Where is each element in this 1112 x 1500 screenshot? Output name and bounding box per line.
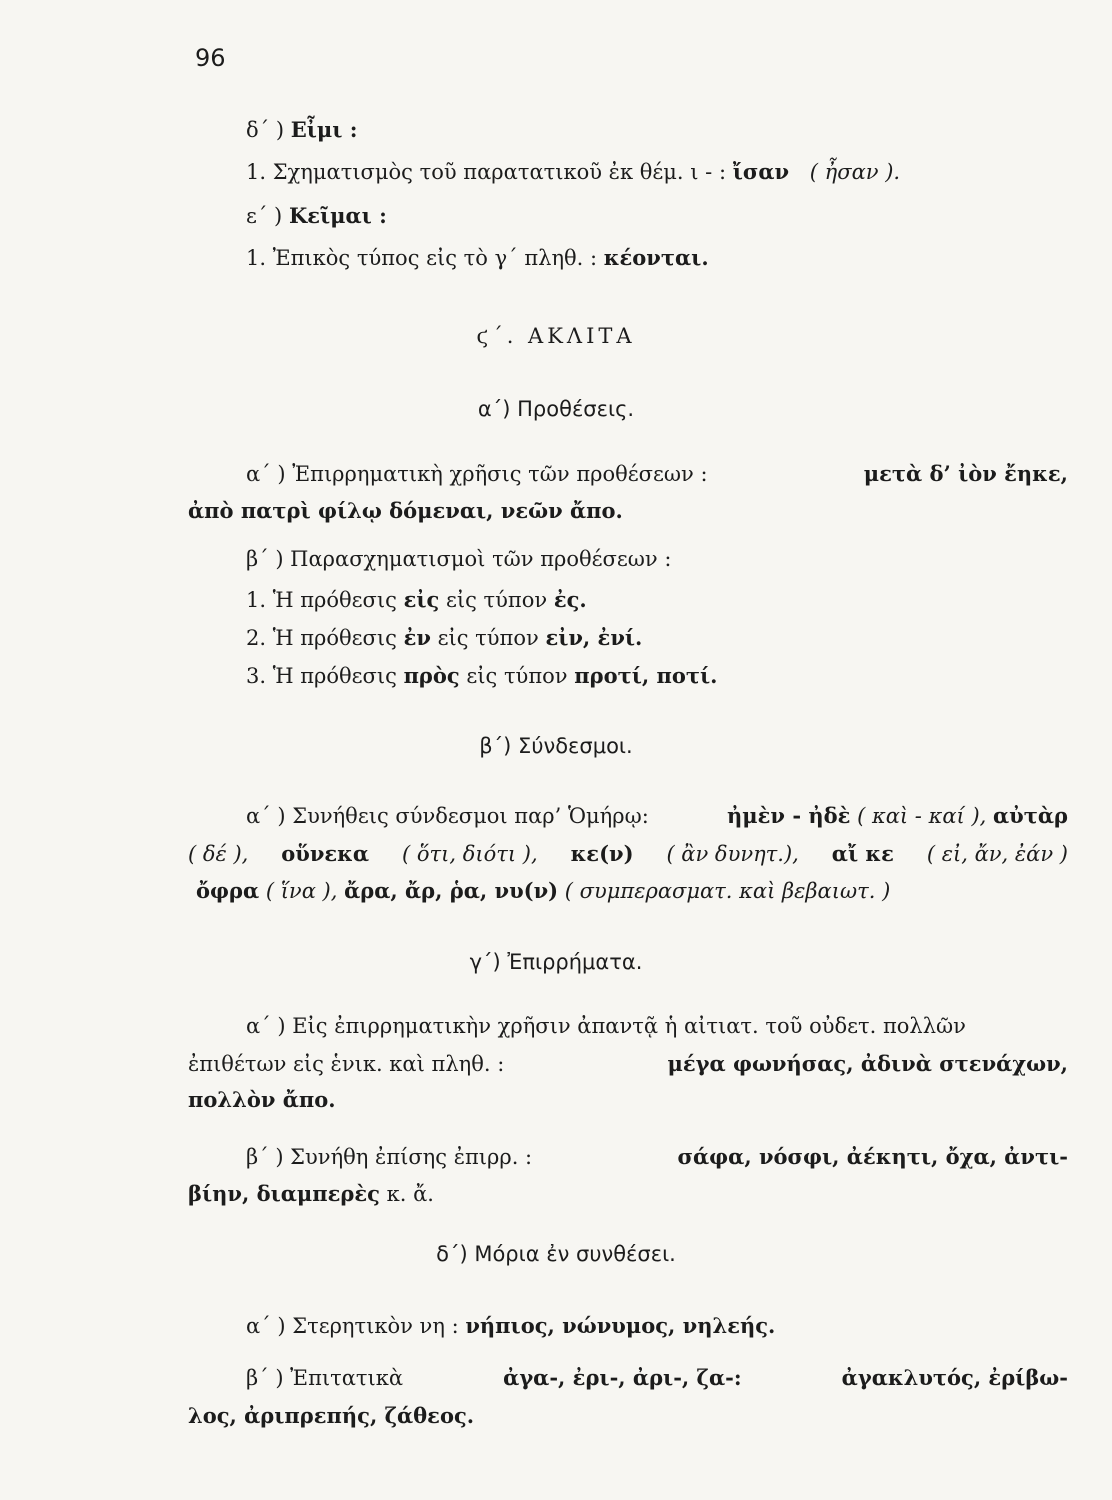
syndesmoi-line-1 — [188, 802, 1068, 830]
syndesmoi-heading: β΄) Σύνδεσμοι. — [479, 734, 633, 758]
epirrimata-b-example: σάφα, νόσφι, ἀέκητι, ὄχα, ἀντι- — [677, 1144, 1068, 1169]
epirrimata-a-prefix: ἐπιθέτων εἰς ἑνικ. καὶ πληθ. : — [188, 1052, 505, 1076]
syndesmoi-l3-gloss-1: ( ἵνα ), — [265, 879, 338, 903]
syndesmoi-l1-prefix: α΄ ) Συνήθεις σύνδεσμοι παρ’ Ὁμήρῳ: — [246, 804, 649, 828]
item-note: ( ἦσαν ). — [809, 160, 901, 184]
syndesmoi-l1-word-1: ἠμὲν - ἠδὲ — [727, 803, 851, 828]
syndesmoi-line-3 — [196, 877, 890, 905]
epirrimata-heading: γ΄) Ἐπιρρήματα. — [469, 950, 643, 974]
item-middle: εἰς τύπον — [466, 664, 568, 688]
item-word: πρὸς — [403, 663, 460, 688]
section-label: δ΄ ) — [246, 118, 285, 142]
epirrimata-b-prefix: β΄ ) Συνήθη ἐπίσης ἐπιρρ. : — [246, 1145, 533, 1169]
syndesmoi-l1-word-2: αὐτὰρ — [993, 803, 1068, 828]
section-label: ε΄ ) — [246, 204, 283, 228]
eimi-item-1 — [246, 158, 900, 186]
epirrimata-b-example-cont: βίην, διαμπερὲς — [188, 1181, 380, 1206]
item-prefix: 2. Ἡ πρόθεσις — [246, 626, 397, 650]
moria-a-prefix: α΄ ) Στερητικὸν νη : — [246, 1314, 459, 1338]
syndesmoi-l3-words-2: ἄρα, ἄρ, ῥα, νυ(ν) — [344, 878, 559, 903]
moria-b-example-1: ἀγα-, ἐρι-, ἀρι-, ζα-: — [503, 1365, 742, 1390]
section-title: Εἶμι : — [290, 117, 358, 142]
protheseis-b-label: β΄ ) Παρασχηματισμοὶ τῶν προθέσεων : — [246, 547, 672, 571]
item-word: ἐν — [403, 625, 431, 650]
syndesmoi-line-2 — [188, 840, 1068, 868]
aklita-heading: ϛ΄. ΑΚΛΙΤΑ — [476, 324, 636, 348]
keimai-item-1 — [246, 244, 709, 272]
epirrimata-b-line-1 — [188, 1143, 1068, 1171]
syndesmoi-l2-gloss-1: ( δέ ), — [188, 842, 249, 866]
syndesmoi-l1-gloss-1: ( καὶ - καί ), — [857, 804, 987, 828]
moria-b-prefix: β΄ ) Ἐπιτατικὰ — [246, 1366, 404, 1390]
item-word: εἰς — [403, 587, 440, 612]
syndesmoi-l2-word-2: κε(ν) — [570, 841, 634, 866]
item-prefix: 1. Ἡ πρόθεσις — [246, 588, 397, 612]
epirrimata-b-tail: κ. ἄ. — [386, 1182, 434, 1206]
syndesmoi-l2-word-1: οὕνεκα — [281, 841, 370, 866]
item-form: ἴσαν — [732, 159, 790, 184]
moria-b-line-1 — [188, 1364, 1068, 1392]
epirrimata-a-line-1: α΄ ) Εἰς ἐπιρρηματικὴν χρῆσιν ἀπαντᾷ ἡ αἰτιατ. τοῦ οὐδετ. πολλῶν — [246, 1014, 966, 1038]
item-prefix: 3. Ἡ πρόθεσις — [246, 664, 397, 688]
epirrimata-a-line-2 — [188, 1050, 1068, 1078]
protheseis-b-item-1 — [246, 586, 587, 614]
epirrimata-a-example: μέγα φωνήσας, ἀδινὰ στενάχων, — [667, 1051, 1068, 1076]
item-text: 1. Σχηματισμὸς τοῦ παρατατικοῦ ἐκ θέμ. ι - : — [246, 160, 727, 184]
moria-b-example-2: ἀγακλυτός, ἐρίβω- — [841, 1365, 1068, 1390]
protheseis-a-example-1: μετὰ δ’ ἰὸν ἔηκε, — [863, 461, 1068, 486]
syndesmoi-l3-gloss-2: ( συμπερασματ. καὶ βεβαιωτ. ) — [564, 879, 891, 903]
syndesmoi-l3-word-1: ὄφρα — [196, 878, 260, 903]
item-text: 1. Ἐπικὸς τύπος εἰς τὸ γ΄ πληθ. : — [246, 246, 598, 270]
syndesmoi-l2-word-3: αἴ κε — [831, 841, 894, 866]
item-form: προτί, ποτί. — [574, 663, 718, 688]
item-middle: εἰς τύπον — [445, 588, 548, 612]
syndesmoi-l2-gloss-4: ( εἰ, ἄν, ἐάν ) — [926, 842, 1068, 866]
protheseis-a-line-1 — [188, 460, 1068, 488]
protheseis-a-label: α΄ ) Ἐπιρρηματικὴ χρῆσις τῶν προθέσεων : — [246, 462, 708, 486]
section-keimai-heading — [246, 202, 387, 230]
protheseis-b-item-3 — [246, 662, 717, 690]
epirrimata-b-line-2 — [188, 1180, 434, 1208]
protheseis-a-example-2: ἀπὸ πατρὶ φίλῳ δόμεναι, νεῶν ἄπο. — [188, 498, 623, 523]
item-middle: εἰς τύπον — [437, 626, 539, 650]
section-eimi-heading — [246, 116, 357, 144]
syndesmoi-l2-gloss-2: ( ὅτι, διότι ), — [402, 842, 538, 866]
section-title: Κεῖμαι : — [288, 203, 387, 228]
moria-b-line-2: λος, ἀριπρεπής, ζάθεος. — [188, 1403, 475, 1428]
protheseis-heading: α΄) Προθέσεις. — [477, 397, 635, 421]
item-form: ἐς. — [553, 587, 587, 612]
moria-heading: δ΄) Μόρια ἐν συνθέσει. — [436, 1242, 676, 1266]
epirrimata-a-line-3: πολλὸν ἄπο. — [188, 1087, 336, 1112]
page-number: 96 — [195, 44, 226, 72]
item-form: εἰν, ἐνί. — [545, 625, 643, 650]
syndesmoi-l2-gloss-3: ( ἂν δυνητ.), — [666, 842, 799, 866]
item-form: κέονται. — [603, 245, 709, 270]
protheseis-b-item-2 — [246, 624, 642, 652]
moria-a-example: νήπιος, νώνυμος, νηλεής. — [465, 1313, 776, 1338]
moria-a-line — [246, 1312, 775, 1340]
